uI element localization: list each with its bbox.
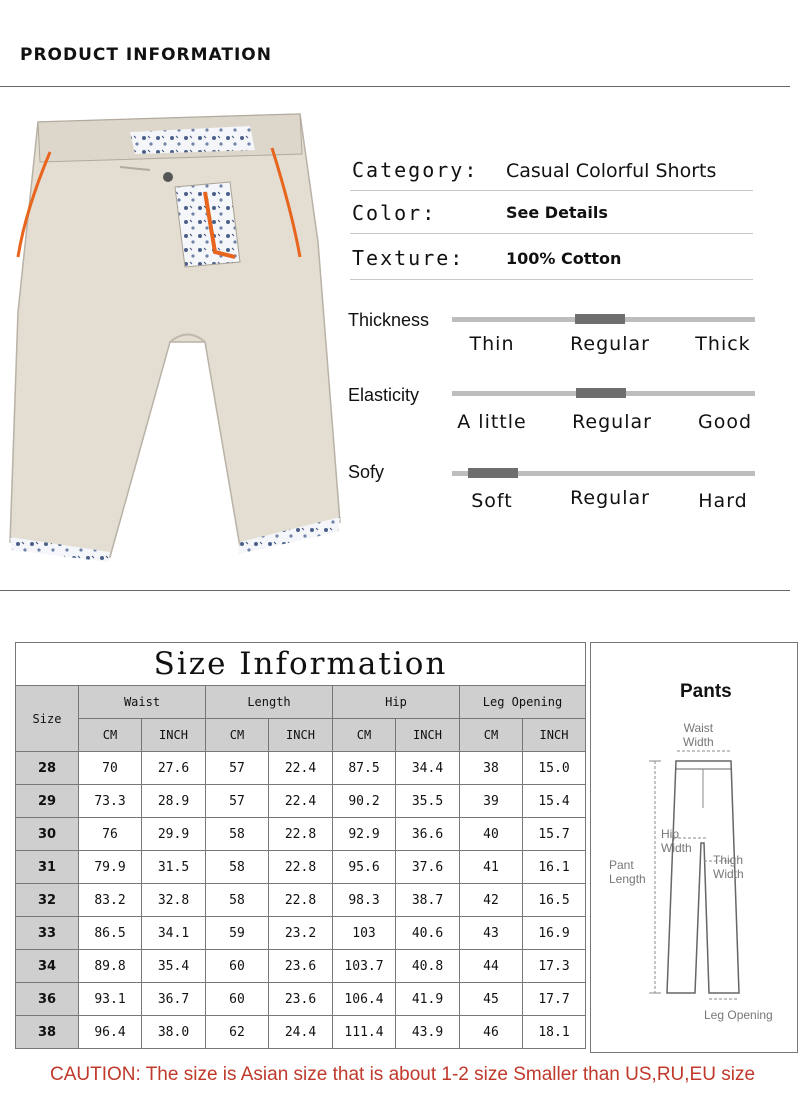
size-cell: 29 xyxy=(16,785,79,818)
unit-header: CM xyxy=(206,719,269,752)
table-row xyxy=(16,983,586,1016)
measure-cell: 22.8 xyxy=(269,818,333,851)
table-row xyxy=(16,785,586,818)
size-cell: 36 xyxy=(16,983,79,1016)
measure-cell: 103 xyxy=(333,917,396,950)
table-row xyxy=(16,884,586,917)
softness-label-hard: Hard xyxy=(698,490,748,512)
thickness-label-thick: Thick xyxy=(695,333,751,355)
measure-cell: 15.7 xyxy=(523,818,586,851)
measure-cell: 36.7 xyxy=(142,983,206,1016)
color-value: See Details xyxy=(506,203,608,222)
table-row xyxy=(16,752,586,785)
property-divider xyxy=(350,233,753,234)
measure-cell: 96.4 xyxy=(79,1016,142,1049)
measure-cell: 16.1 xyxy=(523,851,586,884)
measure-cell: 103.7 xyxy=(333,950,396,983)
measure-cell: 17.7 xyxy=(523,983,586,1016)
table-row xyxy=(16,818,586,851)
thickness-marker xyxy=(575,314,625,324)
measure-cell: 83.2 xyxy=(79,884,142,917)
unit-header: INCH xyxy=(269,719,333,752)
measure-cell: 40 xyxy=(460,818,523,851)
header-divider xyxy=(0,86,790,87)
property-divider xyxy=(350,279,753,280)
measure-cell: 38.7 xyxy=(396,884,460,917)
measure-cell: 44 xyxy=(460,950,523,983)
texture-label: Texture: xyxy=(352,246,465,270)
measure-cell: 34.1 xyxy=(142,917,206,950)
page-title: PRODUCT INFORMATION xyxy=(20,45,272,65)
measure-cell: 37.6 xyxy=(396,851,460,884)
size-cell: 38 xyxy=(16,1016,79,1049)
measure-cell: 62 xyxy=(206,1016,269,1049)
length-column-header: Length xyxy=(206,686,333,719)
measure-cell: 58 xyxy=(206,818,269,851)
size-cell: 30 xyxy=(16,818,79,851)
thickness-label-thin: Thin xyxy=(469,333,515,355)
measure-cell: 60 xyxy=(206,950,269,983)
measure-cell: 95.6 xyxy=(333,851,396,884)
measure-cell: 39 xyxy=(460,785,523,818)
measure-cell: 34.4 xyxy=(396,752,460,785)
unit-header: CM xyxy=(79,719,142,752)
pant-length-label: Pant Length xyxy=(609,858,646,886)
table-row xyxy=(16,851,586,884)
measure-cell: 38.0 xyxy=(142,1016,206,1049)
measure-cell: 111.4 xyxy=(333,1016,396,1049)
table-row xyxy=(16,1016,586,1049)
size-cell: 34 xyxy=(16,950,79,983)
size-cell: 33 xyxy=(16,917,79,950)
measure-cell: 57 xyxy=(206,785,269,818)
pants-diagram xyxy=(590,642,798,1053)
category-value: Casual Colorful Shorts xyxy=(506,160,717,182)
measure-cell: 16.9 xyxy=(523,917,586,950)
pants-title: Pants xyxy=(680,681,732,702)
elasticity-label-good: Good xyxy=(697,411,753,433)
measure-cell: 43 xyxy=(460,917,523,950)
waist-column-header: Waist xyxy=(79,686,206,719)
size-table-body xyxy=(16,752,586,1049)
measure-cell: 22.4 xyxy=(269,752,333,785)
thickness-title: Thickness xyxy=(348,310,430,330)
color-label: Color: xyxy=(352,201,437,225)
measure-cell: 35.5 xyxy=(396,785,460,818)
product-image xyxy=(0,92,350,570)
elasticity-marker xyxy=(576,388,626,398)
softness-label-regular: Regular xyxy=(570,487,650,509)
measure-cell: 28.9 xyxy=(142,785,206,818)
measure-cell: 87.5 xyxy=(333,752,396,785)
measure-cell: 15.4 xyxy=(523,785,586,818)
measure-cell: 40.6 xyxy=(396,917,460,950)
measure-cell: 29.9 xyxy=(142,818,206,851)
elasticity-title: Elasticity xyxy=(348,385,420,405)
measure-cell: 98.3 xyxy=(333,884,396,917)
unit-header: CM xyxy=(460,719,523,752)
measure-cell: 23.2 xyxy=(269,917,333,950)
measure-cell: 76 xyxy=(79,818,142,851)
hip-width-label: Hip Width xyxy=(661,827,692,855)
measure-cell: 31.5 xyxy=(142,851,206,884)
measure-cell: 86.5 xyxy=(79,917,142,950)
leg-opening-column-header: Leg Opening xyxy=(460,686,586,719)
measure-cell: 16.5 xyxy=(523,884,586,917)
measure-cell: 43.9 xyxy=(396,1016,460,1049)
texture-value: 100% Cotton xyxy=(506,249,622,268)
table-row xyxy=(16,950,586,983)
measure-cell: 41 xyxy=(460,851,523,884)
pants-measure-illustration xyxy=(591,643,797,1052)
thickness-label-regular: Regular xyxy=(570,333,650,355)
measure-cell: 36.6 xyxy=(396,818,460,851)
measure-cell: 32.8 xyxy=(142,884,206,917)
size-column-header: Size xyxy=(16,686,79,752)
table-row xyxy=(16,917,586,950)
thigh-width-label: Thigh Width xyxy=(713,853,744,881)
shorts-illustration xyxy=(0,92,350,570)
measure-cell: 22.8 xyxy=(269,851,333,884)
unit-header: INCH xyxy=(142,719,206,752)
measure-cell: 41.9 xyxy=(396,983,460,1016)
size-table xyxy=(15,642,586,1049)
measure-cell: 58 xyxy=(206,851,269,884)
section-divider xyxy=(0,590,790,591)
measure-cell: 106.4 xyxy=(333,983,396,1016)
size-table-title: Size Information xyxy=(16,643,586,686)
category-label: Category: xyxy=(352,158,479,182)
measure-cell: 22.4 xyxy=(269,785,333,818)
measure-cell: 90.2 xyxy=(333,785,396,818)
caution-note: CAUTION: The size is Asian size that is about 1-2 size Smaller than US,RU,EU size xyxy=(49,1064,756,1085)
measure-cell: 92.9 xyxy=(333,818,396,851)
measure-cell: 45 xyxy=(460,983,523,1016)
softness-label-soft: Soft xyxy=(471,490,513,512)
measure-cell: 57 xyxy=(206,752,269,785)
measure-cell: 23.6 xyxy=(269,950,333,983)
softness-marker xyxy=(468,468,518,478)
waist-width-label: Waist Width xyxy=(683,721,714,749)
size-cell: 28 xyxy=(16,752,79,785)
measure-cell: 89.8 xyxy=(79,950,142,983)
measure-cell: 22.8 xyxy=(269,884,333,917)
measure-cell: 70 xyxy=(79,752,142,785)
measure-cell: 38 xyxy=(460,752,523,785)
measure-cell: 79.9 xyxy=(79,851,142,884)
measure-cell: 17.3 xyxy=(523,950,586,983)
softness-title: Sofy xyxy=(348,462,385,482)
measure-cell: 27.6 xyxy=(142,752,206,785)
measure-cell: 42 xyxy=(460,884,523,917)
size-cell: 32 xyxy=(16,884,79,917)
measure-cell: 18.1 xyxy=(523,1016,586,1049)
elasticity-label-little: A little xyxy=(457,411,527,433)
leg-opening-label: Leg Opening xyxy=(704,1008,773,1022)
measure-cell: 59 xyxy=(206,917,269,950)
measure-cell: 46 xyxy=(460,1016,523,1049)
measure-cell: 58 xyxy=(206,884,269,917)
unit-header: CM xyxy=(333,719,396,752)
property-divider xyxy=(350,190,753,191)
measure-cell: 23.6 xyxy=(269,983,333,1016)
size-cell: 31 xyxy=(16,851,79,884)
measure-cell: 73.3 xyxy=(79,785,142,818)
measure-cell: 60 xyxy=(206,983,269,1016)
measure-cell: 35.4 xyxy=(142,950,206,983)
unit-header: INCH xyxy=(396,719,460,752)
measure-cell: 24.4 xyxy=(269,1016,333,1049)
unit-header: INCH xyxy=(523,719,586,752)
measure-cell: 40.8 xyxy=(396,950,460,983)
measure-cell: 93.1 xyxy=(79,983,142,1016)
hip-column-header: Hip xyxy=(333,686,460,719)
elasticity-label-regular: Regular xyxy=(572,411,652,433)
measure-cell: 15.0 xyxy=(523,752,586,785)
